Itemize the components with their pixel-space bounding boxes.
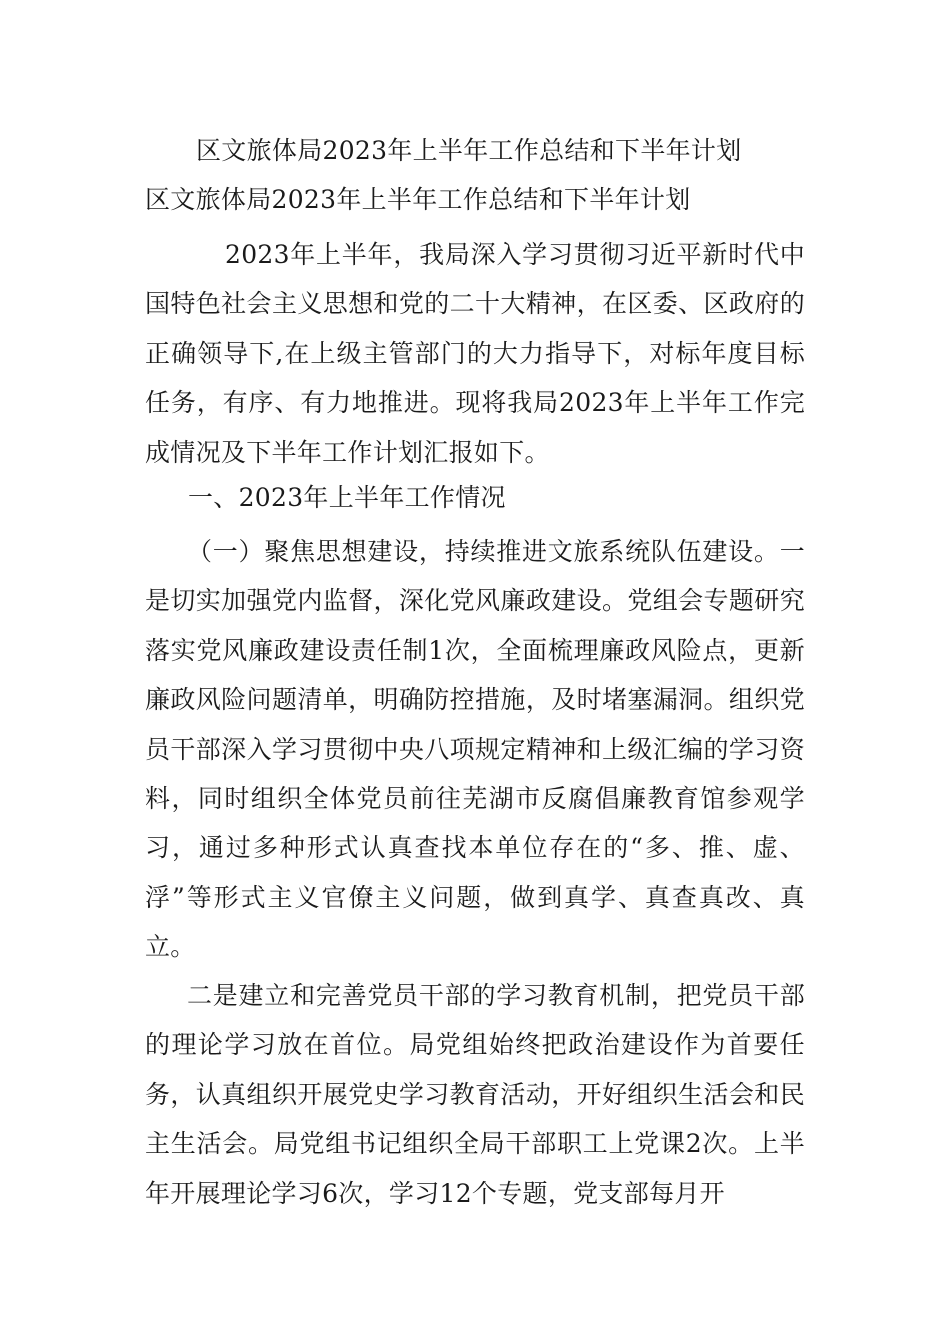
- document-title: 区文旅体局2023年上半年工作总结和下半年计划: [196, 136, 742, 165]
- document-subtitle: 区文旅体局2023年上半年工作总结和下半年计划: [145, 185, 691, 214]
- item-one-paragraph: （一）聚焦思想建设，持续推进文旅系统队伍建设。一是切实加强党内监督，深化党风廉政建设。党组会专题研究落实党风廉政建设责任制1次，全面梳理廉政风险点，更新廉政风险问题清单，明确防控措施，及时堵塞漏洞。组织党员干部深入学习贯彻中央八项规定精神和上级汇编的学习资料，同时组织全体党员前往芜湖市反腐倡廉教育馆参观学习，通过多种形式认真查找本单位存在的“多、推、虚、浮”等形式主义官僚主义问题，做到真学、真查真改、真立。: [145, 537, 805, 962]
- item-two-paragraph: 二是建立和完善党员干部的学习教育机制，把党员干部的理论学习放在首位。局党组始终把政治建设作为首要任务，认真组织开展党史学习教育活动，开好组织生活会和民主生活会。局党组书记组织全局干部职工上党课2次。上半年开展理论学习6次，学习12个专题，党支部每月开: [145, 981, 805, 1208]
- intro-paragraph: 2023年上半年，我局深入学习贯彻习近平新时代中国特色社会主义思想和党的二十大精神，在区委、区政府的正确领导下,在上级主管部门的大力指导下，对标年度目标任务，有序、有力地推进。现将我局2023年上半年工作完成情况及下半年工作计划汇报如下。: [145, 240, 805, 467]
- section-heading: 一、2023年上半年工作情况: [188, 483, 506, 512]
